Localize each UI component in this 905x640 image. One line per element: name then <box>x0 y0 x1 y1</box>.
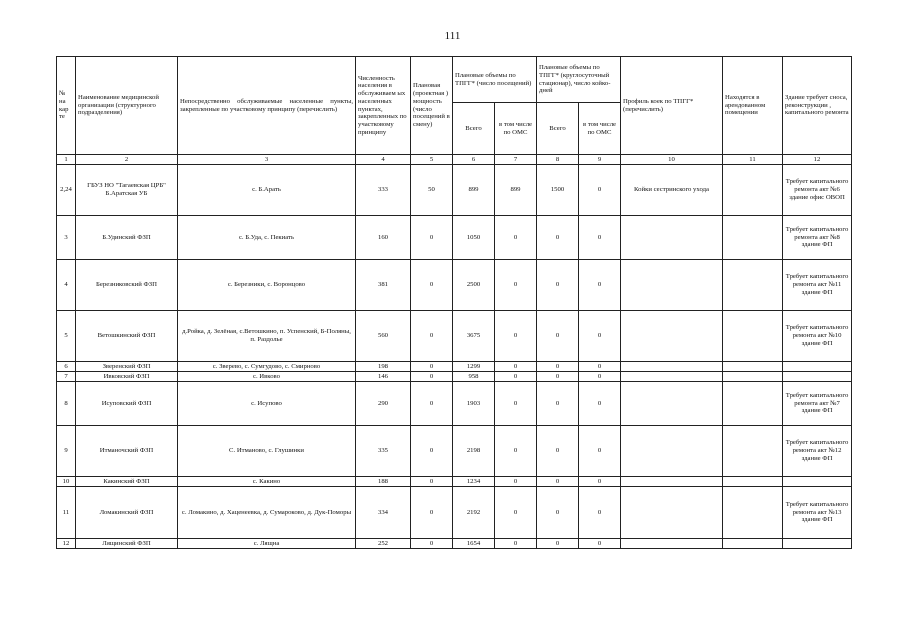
visits-total: 1903 <box>453 382 495 426</box>
building-state <box>783 539 852 549</box>
facilities-table <box>56 56 852 549</box>
bed-days-oms: 0 <box>579 477 621 487</box>
visits-total: 2500 <box>453 260 495 311</box>
visits-oms: 899 <box>495 165 537 216</box>
row-number: 3 <box>57 216 76 260</box>
bed-days-oms: 0 <box>579 426 621 477</box>
bed-profile <box>621 372 723 382</box>
capacity: 50 <box>411 165 453 216</box>
settlements: с. Б.Арать <box>178 165 356 216</box>
settlements: С. Итманово, с. Глушинки <box>178 426 356 477</box>
row-number: 10 <box>57 477 76 487</box>
building-state: Требует капитального ремонта акт №8 здание ФП <box>783 216 852 260</box>
bed-days-total: 0 <box>537 372 579 382</box>
population: 160 <box>356 216 411 260</box>
organization-name: Березниковский ФЗП <box>76 260 178 311</box>
organization-name: Б.Удинский ФЗП <box>76 216 178 260</box>
bed-days-oms: 0 <box>579 165 621 216</box>
bed-days-oms: 0 <box>579 487 621 539</box>
population: 290 <box>356 382 411 426</box>
header-settlements: Непосредственно обслуживаемые населенные пункты, закрепленные по участковому принципу (перечислить) <box>178 57 356 155</box>
column-number: 10 <box>621 155 723 165</box>
table-row <box>57 165 852 216</box>
visits-oms: 0 <box>495 477 537 487</box>
settlements: с. Березники, с. Воронцово <box>178 260 356 311</box>
organization-name: Лящинский ФЗП <box>76 539 178 549</box>
header-planned-visits: Плановые объемы по ТПГГ* (число посещений) <box>453 57 537 103</box>
building-state: Требует капитального ремонта акт №11 здание ФП <box>783 260 852 311</box>
building-state: Требует капитального ремонта акт №12 здание ФП <box>783 426 852 477</box>
capacity: 0 <box>411 539 453 549</box>
capacity: 0 <box>411 477 453 487</box>
row-number: 11 <box>57 487 76 539</box>
bed-days-oms: 0 <box>579 216 621 260</box>
organization-name: Ломакинский ФЗП <box>76 487 178 539</box>
bed-days-total: 0 <box>537 477 579 487</box>
table-row <box>57 216 852 260</box>
population: 335 <box>356 426 411 477</box>
header-planned-bed-days: Плановые объемы по ТПГГ* (круглосуточный стационар), число койко-дней <box>537 57 621 103</box>
capacity: 0 <box>411 260 453 311</box>
bed-days-oms: 0 <box>579 539 621 549</box>
bed-days-total: 0 <box>537 539 579 549</box>
rented <box>723 477 783 487</box>
population: 381 <box>356 260 411 311</box>
visits-oms: 0 <box>495 487 537 539</box>
visits-oms: 0 <box>495 260 537 311</box>
settlements: с. Какино <box>178 477 356 487</box>
row-number: 5 <box>57 311 76 362</box>
organization-name: Зверенский ФЗП <box>76 362 178 372</box>
visits-oms: 0 <box>495 362 537 372</box>
table-row <box>57 382 852 426</box>
capacity: 0 <box>411 362 453 372</box>
capacity: 0 <box>411 382 453 426</box>
rented <box>723 311 783 362</box>
bed-profile <box>621 487 723 539</box>
building-state: Требует капитального ремонта акт №13 здание ФП <box>783 487 852 539</box>
settlements: с. Лящна <box>178 539 356 549</box>
bed-days-total: 0 <box>537 382 579 426</box>
building-state: Требует капитального ремонта акт №6 здание офис ОВОП <box>783 165 852 216</box>
bed-days-oms: 0 <box>579 382 621 426</box>
column-number: 1 <box>57 155 76 165</box>
visits-oms: 0 <box>495 382 537 426</box>
settlements: с. Б.Уда, с. Пекиать <box>178 216 356 260</box>
header-bed-profile: Профиль коек по ТПГГ* (перечислить) <box>621 57 723 155</box>
visits-total: 899 <box>453 165 495 216</box>
column-number: 8 <box>537 155 579 165</box>
visits-oms: 0 <box>495 216 537 260</box>
table-row <box>57 477 852 487</box>
table-row <box>57 426 852 477</box>
header-visits-oms: в том числе по ОМС <box>495 103 537 155</box>
column-number: 5 <box>411 155 453 165</box>
settlements: с. Ивково <box>178 372 356 382</box>
population: 334 <box>356 487 411 539</box>
header-rented: Находятся в арендованном помещении <box>723 57 783 155</box>
rented <box>723 487 783 539</box>
column-number: 7 <box>495 155 537 165</box>
settlements: с. Зверево, с. Сумгудово, с. Смирново <box>178 362 356 372</box>
building-state <box>783 362 852 372</box>
rented <box>723 539 783 549</box>
rented <box>723 216 783 260</box>
bed-days-total: 0 <box>537 260 579 311</box>
header-bed-days-oms: в том числе по ОМС <box>579 103 621 155</box>
row-number: 8 <box>57 382 76 426</box>
bed-profile <box>621 382 723 426</box>
settlements: д.Ройка, д. Зелёная, с.Ветошкино, п. Успенский, Б-Поляны, п. Раздолье <box>178 311 356 362</box>
rented <box>723 372 783 382</box>
column-number-row <box>57 155 852 165</box>
header-visits-total: Всего <box>453 103 495 155</box>
rented <box>723 426 783 477</box>
rented <box>723 260 783 311</box>
row-number: 12 <box>57 539 76 549</box>
visits-total: 2192 <box>453 487 495 539</box>
header-capacity: Плановая (проектная ) мощность (число посещений в смену) <box>411 57 453 155</box>
bed-profile <box>621 477 723 487</box>
bed-days-oms: 0 <box>579 372 621 382</box>
table-row <box>57 487 852 539</box>
organization-name: Какинский ФЗП <box>76 477 178 487</box>
bed-days-oms: 0 <box>579 260 621 311</box>
organization-name: Ивковский ФЗП <box>76 372 178 382</box>
row-number: 2,24 <box>57 165 76 216</box>
bed-days-total: 1500 <box>537 165 579 216</box>
capacity: 0 <box>411 216 453 260</box>
bed-profile <box>621 260 723 311</box>
bed-days-total: 0 <box>537 426 579 477</box>
row-number: 9 <box>57 426 76 477</box>
rented <box>723 165 783 216</box>
settlements: с. Ломакино, д. Хаценеевка, д. Сумароково, д. Дук-Поморы <box>178 487 356 539</box>
table-row <box>57 372 852 382</box>
column-number: 12 <box>783 155 852 165</box>
rented <box>723 382 783 426</box>
bed-profile <box>621 426 723 477</box>
bed-profile <box>621 216 723 260</box>
bed-days-oms: 0 <box>579 311 621 362</box>
bed-profile: Койки сестринского ухода <box>621 165 723 216</box>
capacity: 0 <box>411 372 453 382</box>
table-row <box>57 539 852 549</box>
bed-days-oms: 0 <box>579 362 621 372</box>
table-row <box>57 362 852 372</box>
bed-days-total: 0 <box>537 216 579 260</box>
bed-profile <box>621 311 723 362</box>
organization-name: Итманочский ФЗП <box>76 426 178 477</box>
building-state: Требует капитального ремонта акт №10 здание ФП <box>783 311 852 362</box>
column-number: 4 <box>356 155 411 165</box>
column-number: 2 <box>76 155 178 165</box>
settlements: с. Исупово <box>178 382 356 426</box>
table-row <box>57 260 852 311</box>
row-number: 6 <box>57 362 76 372</box>
population: 188 <box>356 477 411 487</box>
row-number: 7 <box>57 372 76 382</box>
header-bed-days-total: Всего <box>537 103 579 155</box>
visits-total: 3675 <box>453 311 495 362</box>
table-body <box>57 165 852 549</box>
header-building-state: Здание требует сноса, реконструкции , капитального ремонта <box>783 57 852 155</box>
population: 198 <box>356 362 411 372</box>
rented <box>723 362 783 372</box>
capacity: 0 <box>411 311 453 362</box>
building-state <box>783 372 852 382</box>
visits-oms: 0 <box>495 372 537 382</box>
visits-oms: 0 <box>495 539 537 549</box>
organization-name: ГБУЗ НО "Тагаевская ЦРБ" Б.Аратская УБ <box>76 165 178 216</box>
bed-profile <box>621 362 723 372</box>
capacity: 0 <box>411 487 453 539</box>
header-population: Численность населения в обслуживаем ых населенных пунктах, закрепленных по участковому принципу <box>356 57 411 155</box>
bed-days-total: 0 <box>537 311 579 362</box>
population: 146 <box>356 372 411 382</box>
bed-profile <box>621 539 723 549</box>
column-number: 11 <box>723 155 783 165</box>
header-organization: Наименование медицинской организации (структурного подразделения) <box>76 57 178 155</box>
organization-name: Ветошкинский ФЗП <box>76 311 178 362</box>
bed-days-total: 0 <box>537 362 579 372</box>
visits-total: 1234 <box>453 477 495 487</box>
organization-name: Исуповский ФЗП <box>76 382 178 426</box>
row-number: 4 <box>57 260 76 311</box>
population: 252 <box>356 539 411 549</box>
column-number: 3 <box>178 155 356 165</box>
table-row <box>57 311 852 362</box>
visits-total: 958 <box>453 372 495 382</box>
page-number: 111 <box>444 30 461 42</box>
building-state: Требует капитального ремонта акт №7 здание ФП <box>783 382 852 426</box>
visits-total: 1654 <box>453 539 495 549</box>
visits-oms: 0 <box>495 311 537 362</box>
visits-total: 1299 <box>453 362 495 372</box>
capacity: 0 <box>411 426 453 477</box>
population: 560 <box>356 311 411 362</box>
visits-total: 2198 <box>453 426 495 477</box>
visits-total: 1050 <box>453 216 495 260</box>
table-header <box>57 57 852 165</box>
population: 333 <box>356 165 411 216</box>
header-number: № на кар те <box>57 57 76 155</box>
visits-oms: 0 <box>495 426 537 477</box>
bed-days-total: 0 <box>537 487 579 539</box>
column-number: 6 <box>453 155 495 165</box>
building-state <box>783 477 852 487</box>
column-number: 9 <box>579 155 621 165</box>
